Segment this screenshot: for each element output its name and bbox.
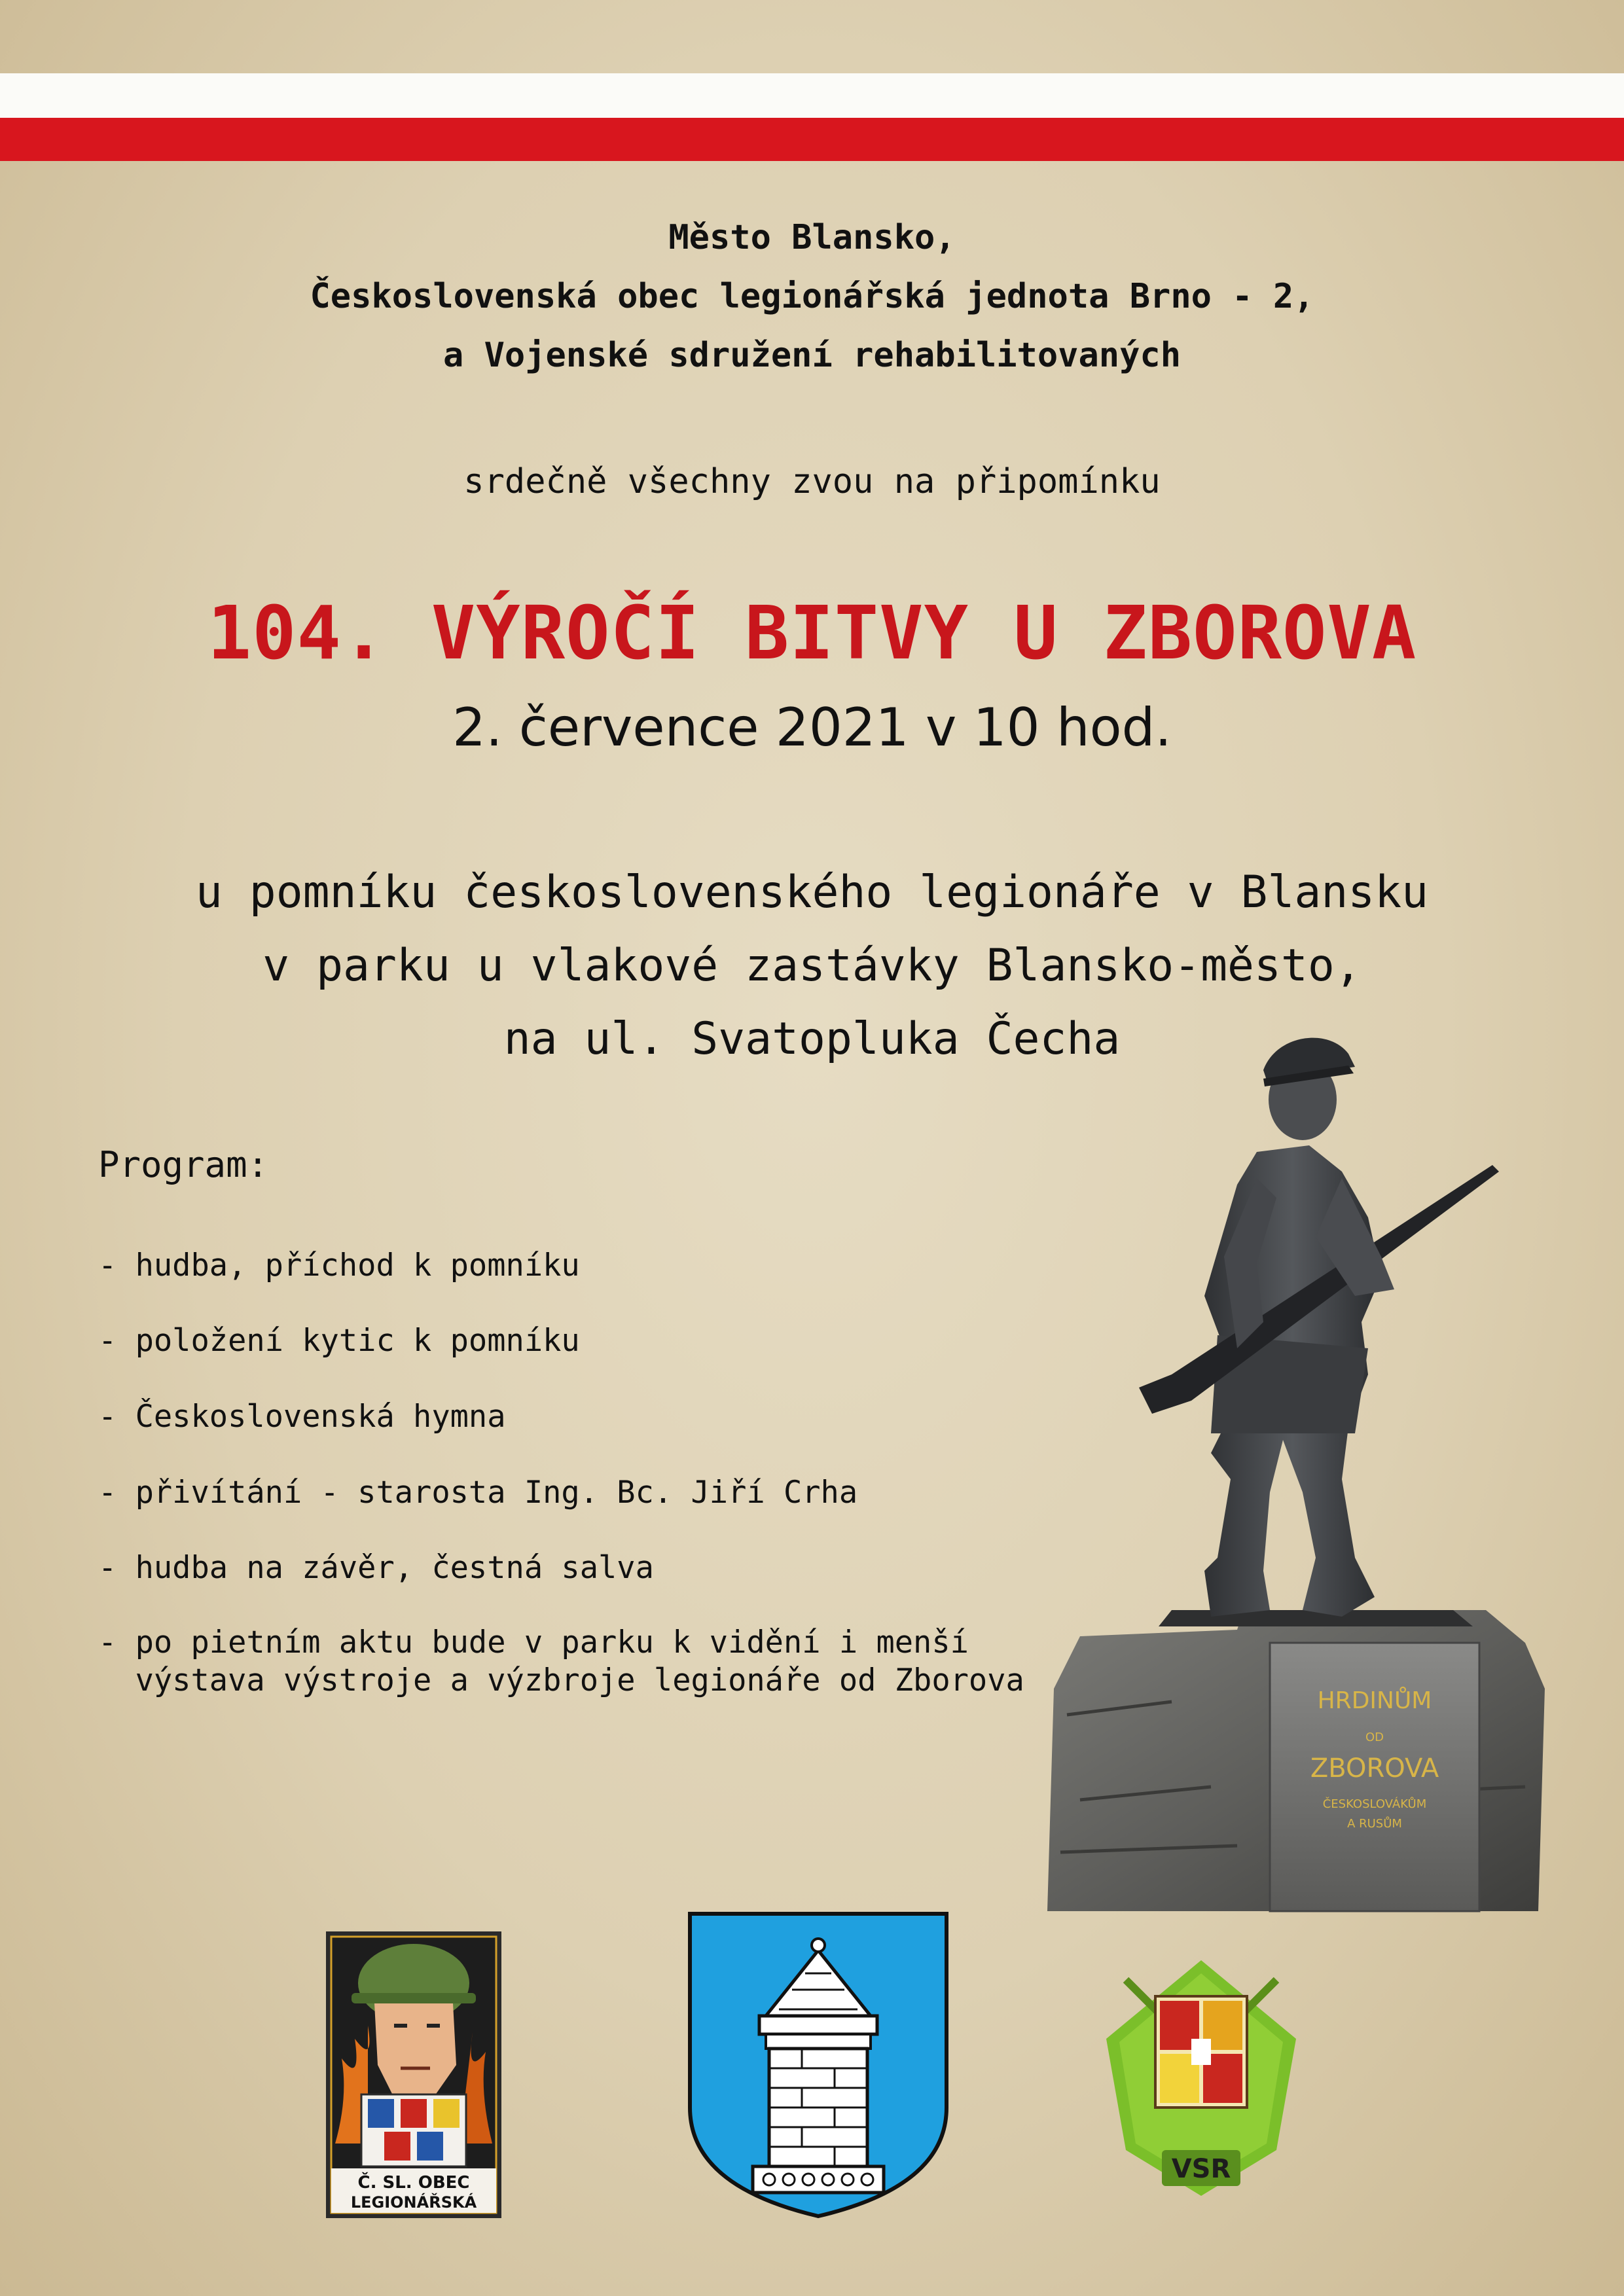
- location-line: u pomníku československého legionáře v Blansku: [195, 867, 1429, 918]
- vsr-logo: [1100, 1954, 1303, 2202]
- organizer-line: Město Blansko,: [668, 218, 956, 257]
- monument-inscription-line: HRDINŮM: [1317, 1687, 1432, 1714]
- location-line: v parku u vlakové zastávky Blansko-město,: [262, 940, 1362, 992]
- program-item: - přivítání - starosta Ing. Bc. Jiří Crha: [98, 1475, 858, 1511]
- event-title: 104. VÝROČÍ BITVY U ZBOROVA: [207, 591, 1417, 676]
- event-datetime: 2. července 2021 v 10 hod.: [452, 697, 1172, 758]
- organizers: [0, 208, 1624, 385]
- location-line: na ul. Svatopluka Čecha: [503, 1013, 1121, 1065]
- legionnaire-statue-image: [1041, 982, 1551, 1918]
- organizer-line: Československá obec legionářská jednota Brno - 2,: [310, 277, 1314, 316]
- program-item: - Československá hymna: [98, 1399, 506, 1435]
- program-item: - hudba na závěr, čestná salva: [98, 1550, 654, 1586]
- monument-inscription-line: OD: [1365, 1731, 1384, 1744]
- organizer-line: a Vojenské sdružení rehabilitovaných: [442, 336, 1182, 375]
- vsr-logo-text: VSR: [1171, 2154, 1231, 2184]
- program-heading: Program:: [98, 1144, 269, 1185]
- legion-logo-line2: LEGIONÁŘSKÁ: [350, 2193, 477, 2212]
- invitation-text: srdečně všechny zvou na připomínku: [463, 462, 1161, 501]
- program-item: - po pietním aktu bude v parku k vidění i menší výstava výstroje a výzbroje legionáře od Zborova: [98, 1624, 1024, 1698]
- program-item: - hudba, příchod k pomníku: [98, 1247, 580, 1283]
- monument-inscription-line: A RUSŮM: [1347, 1817, 1402, 1831]
- flag-stripe-red: [0, 118, 1624, 161]
- flag-stripe-white: [0, 73, 1624, 118]
- program-item: - položení kytic k pomníku: [98, 1323, 580, 1359]
- blansko-coat-of-arms: [687, 1911, 949, 2219]
- legion-logo-line1: Č. SL. OBEC: [357, 2173, 470, 2193]
- monument-inscription-line: ČESKOSLOVÁKŮM: [1322, 1797, 1427, 1811]
- legion-logo: [322, 1928, 505, 2222]
- monument-inscription-line: ZBOROVA: [1310, 1753, 1439, 1784]
